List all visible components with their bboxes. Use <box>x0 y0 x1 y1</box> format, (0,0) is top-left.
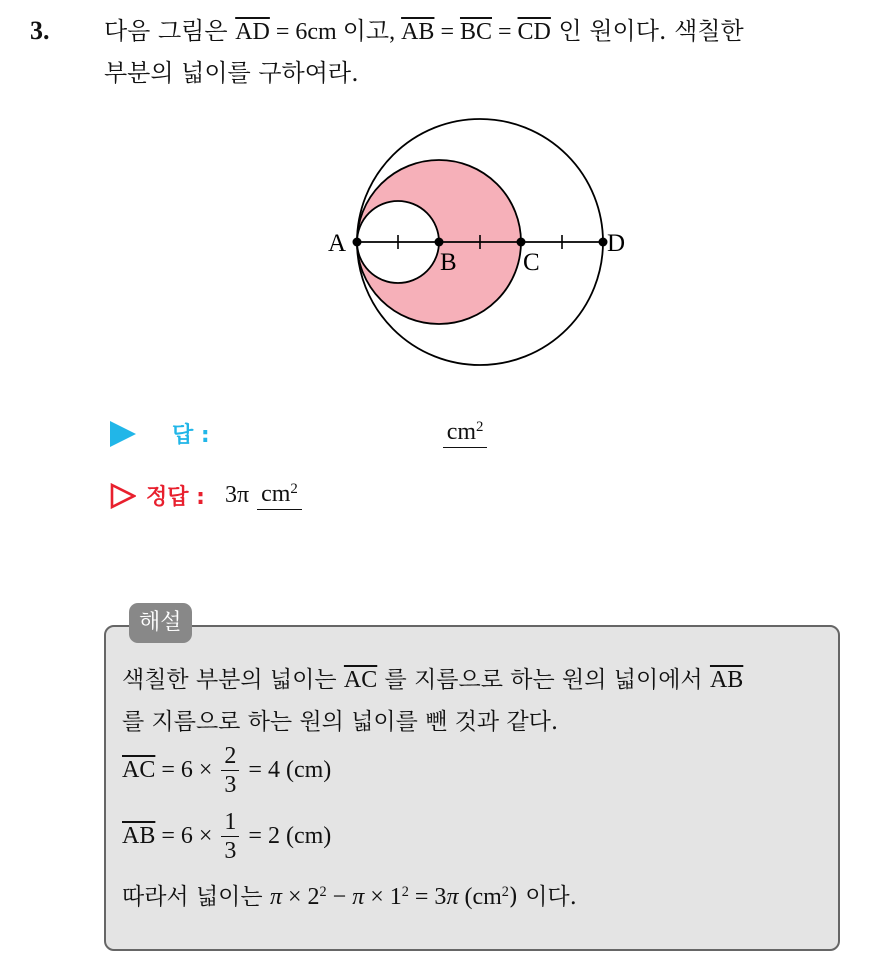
segment-ab: $\overline{AB}$ <box>401 19 435 45</box>
equation-ab: $\overline{AB}$ = 6 × $\frac{1}{3}$ = 2 (cm) <box>122 809 332 864</box>
outline-triangle-icon <box>110 483 136 509</box>
label-b: B <box>440 249 457 276</box>
equation-ac: $\overline{AC}$ = 6 × $\frac{2}{3}$ = 4 (cm) <box>122 743 332 798</box>
segment-cd: $\overline{CD}$ <box>517 19 551 45</box>
point-b <box>435 238 444 247</box>
label-c: C <box>523 249 540 276</box>
circle-figure <box>320 112 640 377</box>
explanation-line-2: 를 지름으로 하는 원의 넓이를 뺀 것과 같다. <box>122 709 559 735</box>
segment-ac: $\overline{AC}$ <box>343 667 378 693</box>
question-line-2: 부분의 넓이를 구하여라. <box>104 59 359 87</box>
segment-ad: $\overline{AD}$ <box>235 19 270 45</box>
correct-label: 정답 : <box>146 485 205 510</box>
explanation-final: 따라서 넓이는 $\pi \times 2^2 - \pi \times 1^2 = 3\pi$ $(cm^2)$ 이다. <box>122 884 577 910</box>
label-d: D <box>607 230 626 257</box>
correct-unit: $cm^2$ <box>257 481 302 510</box>
question-number: 3. <box>30 16 50 45</box>
answer-row <box>110 418 487 449</box>
label-a: A <box>328 230 347 257</box>
segment-ab: $\overline{AB}$ <box>709 667 744 693</box>
play-triangle-icon <box>110 421 136 447</box>
correct-value: 3π <box>224 482 250 508</box>
point-c <box>517 238 526 247</box>
point-a <box>353 238 362 247</box>
answer-blank[interactable]: $cm^2$ <box>443 419 488 448</box>
correct-answer-row <box>110 480 302 511</box>
question-line-1: 다음 그림은 $\overline{AD} = 6cm$ 이고, $\overline{AB} = \overline{BC} = \overline{CD}$ 인 원이다. 색칠한 <box>104 17 744 45</box>
explanation-line-1: 색칠한 부분의 넓이는 $\overline{AC}$ 를 지름으로 하는 원의 넓이에서 $\overline{AB}$ <box>122 667 744 693</box>
fraction: $\frac{1}{3}$ <box>221 808 239 865</box>
answer-label: 답 : <box>172 423 210 448</box>
segment-bc: $\overline{BC}$ <box>459 19 492 45</box>
fraction: $\frac{2}{3}$ <box>221 742 239 799</box>
explanation-tab: 해설 <box>129 603 192 643</box>
